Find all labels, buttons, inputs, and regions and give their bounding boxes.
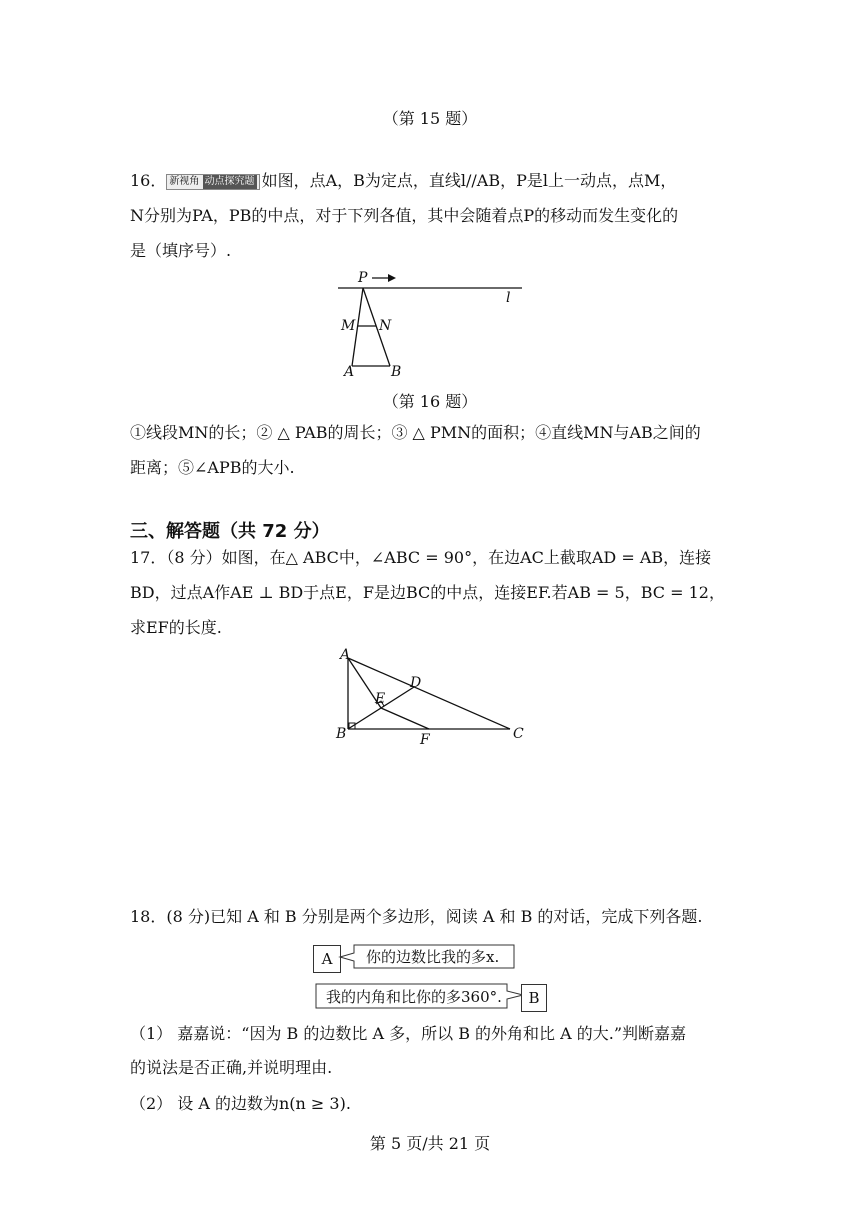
q17-label-a: A xyxy=(340,647,351,663)
q16-tag-a: 新视角 xyxy=(169,175,200,187)
q18-part1-line1: （1） 嘉嘉说：“因为 B 的边数比 A 多，所以 B 的外角和比 A 的大.”判断嘉嘉 xyxy=(130,1024,687,1043)
q16-tag xyxy=(166,174,259,190)
q18-line1: 18．(8 分)已知 A 和 B 分别是两个多边形，阅读 A 和 B 的对话，完成下列各题. xyxy=(130,907,703,926)
q17-label-f: F xyxy=(420,732,430,748)
q17-label-d: D xyxy=(410,675,422,691)
q16-figure xyxy=(330,265,530,380)
q16-label-a: A xyxy=(344,364,355,380)
q17-line3: 求EF的长度. xyxy=(130,618,222,637)
q16-tag-b: 动点探究题 xyxy=(204,175,255,187)
figure-caption-16: （第 16 题） xyxy=(382,392,478,411)
q17-label-c: C xyxy=(513,726,524,742)
q16-line3: 是（填序号）. xyxy=(130,241,232,260)
q16-text1: 如图，点A，B为定点，直线l//AB，P是l上一动点，点M， xyxy=(261,171,677,190)
q16-label-l: l xyxy=(506,290,511,306)
section-heading: 三、解答题（共 72 分） xyxy=(130,521,330,542)
q16-line1 xyxy=(130,170,676,192)
figure-caption-15: （第 15 题） xyxy=(382,109,478,128)
q18-part2: （2） 设 A 的边数为n(n ≥ 3). xyxy=(130,1094,351,1113)
bubble-a-text: 你的边数比我的多x. xyxy=(366,948,500,966)
page-footer: 第 5 页/共 21 页 xyxy=(369,1134,491,1153)
q16-line2: N分别为PA，PB的中点，对于下列各值，其中会随着点P的移动而发生变化的 xyxy=(130,206,679,225)
q16-label-b: B xyxy=(391,364,402,380)
q17-figure xyxy=(330,643,530,748)
q16-label-n: N xyxy=(379,318,392,334)
speaker-a-box: A xyxy=(313,945,341,973)
q16-label-p: P xyxy=(358,270,368,286)
q16-number: 16． xyxy=(130,171,167,190)
q17-line2: BD，过点A作AE ⊥ BD于点E，F是边BC的中点，连接EF.若AB = 5，BC = 12， xyxy=(130,583,725,602)
q17-label-b: B xyxy=(336,726,347,742)
q18-part1-line2: 的说法是否正确,并说明理由. xyxy=(130,1058,333,1077)
q17-label-e: E xyxy=(375,691,386,707)
q16-options-line2: 距离；⑤∠APB的大小. xyxy=(130,458,295,477)
speaker-b-box: B xyxy=(521,984,547,1012)
q16-options-line1: ①线段MN的长；② △ PAB的周长；③ △ PMN的面积；④直线MN与AB之间的 xyxy=(130,423,701,442)
bubble-b-text: 我的内角和比你的多360°. xyxy=(326,988,502,1006)
q16-label-m: M xyxy=(341,318,356,334)
q17-line1: 17．（8 分）如图，在△ ABC中，∠ABC = 90°，在边AC上截取AD = AB，连接 xyxy=(130,548,712,567)
